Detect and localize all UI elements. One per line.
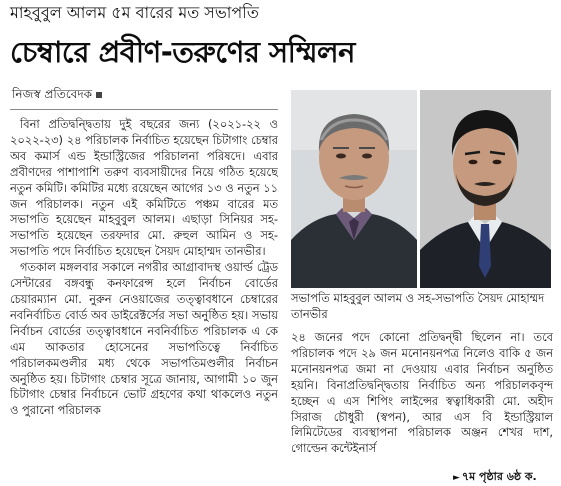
- article-kicker: মাহবুবুল আলম ৫ম বারের মত সভাপতি: [10, 3, 259, 22]
- paragraph-2: গতকাল মঙ্গলবার সকালে নগরীর আগ্রাবাদস্থ ওয়ার্ল্ড ট্রেড সেন্টারের বঙ্গবন্ধু কনফারেন্স হলে নির্বাচন বোর্ডের চেয়ারম্যান মো. নুরুন নেওয়াজের তত্ত্বাবধানে চেম্বারের নবনির্বাচিত বোর্ড অব ডাইরেক্টর্সের সভা অনুষ্ঠিত হয়। সভায় নির্বাচন বোর্ডের তত্ত্বাবধানে নবনির্বাচিত পরিচালক এ কে এম আকতার হোসেনের সভাপতিত্বে নির্বাচিত পরিচালকমণ্ডলীর মধ্য থেকে সভাপতিমণ্ডলীর নির্বাচন অনুষ্ঠিত হয়। চিটাগাং চেম্বার সূত্রে জানায়, আগামী ১০ জুন চিটাগাং চেম্বার নির্বাচনে ভোট গ্রহণের কথা থাকলেও নতুন ও পুরানো পরিচালক: [10, 260, 278, 418]
- article-body-right-column: [291, 330, 553, 470]
- continuation-text: ৭ম পৃষ্ঠার ৬ষ্ঠ ক.: [461, 470, 537, 483]
- continuation-link[interactable]: [453, 469, 537, 486]
- byline-text: নিজস্ব প্রতিবেদক: [12, 87, 93, 101]
- byline-rule: [10, 109, 278, 110]
- photo-mahbubul-alam: [291, 90, 417, 288]
- triangle-arrow-icon: ►: [453, 473, 460, 483]
- square-bullet-icon: [96, 92, 102, 98]
- paragraph-1: বিনা প্রতিদ্বন্দ্বিতায় দুই বছরের জন্য (২০২১-২২ ও ২০২২-২৩) ২৪ পরিচালক নির্বাচিত হয়েছেন চিটাগাং চেম্বার অব কমার্স এন্ড ইন্ডাস্ট্রিজের পরিচালনা পরিষদে। এবার প্রবীণদের পাশাপাশি তরুণ ব্যবসায়ীদের নিয়ে গঠিত হয়েছে নতুন কমিটি। কমিটির মধ্যে রয়েছেন আগের ১৩ ও নতুন ১১ জন পরিচালক। নতুন এই কমিটিতে পঞ্চম বারের মত সভাপতি হয়েছেন মাহবুবুল আলম। এছাড়া সিনিয়র সহ-সভাপতি হয়েছেন তরফদার মো. রুহুল আমিন ও সহ-সভাপতি পদে নির্বাচিত হয়েছেন সৈয়দ মোহাম্মদ তানভীর।: [10, 117, 278, 259]
- portrait-right-image: [420, 90, 551, 288]
- photo-syed-mohammad-tanveer: [420, 90, 551, 288]
- byline: [12, 86, 102, 102]
- article-headline: চেম্বারে প্রবীণ-তরুণের সম্মিলন: [10, 35, 355, 69]
- portrait-left-image: [291, 90, 417, 288]
- photo-caption: সভাপতি মাহবুবুল আলম ও সহ-সভাপতি সৈয়দ মোহাম্মদ তানভীর: [291, 291, 545, 321]
- paragraph-3: ২৪ জনের পদে কোনো প্রতিদ্বন্দ্বী ছিলেন না। তবে পরিচালক পদে ২৯ জন মনোনয়নপত্র নিলেও বাকি ৫ জন মনোনয়নপত্র জমা না দেওয়ায় এবার নির্বাচন অনুষ্ঠিত হয়নি। বিনাপ্রতিদ্বন্দ্বিতায় নির্বাচিত অন্য পরিচালকবৃন্দ হচ্ছেন এ এস শিপিং লাইন্সের স্বত্বাধিকারী মো. অহীদ সিরাজ চৌধুরী (স্বপন), আর এস বি ইন্ডাস্ট্রিয়াল লিমিটেডের ব্যবস্থাপনা পরিচালক অঞ্জন শেখর দাশ, গোল্ডেন কন্টেইনার্স: [291, 330, 553, 456]
- article-body-left-column: [10, 117, 278, 483]
